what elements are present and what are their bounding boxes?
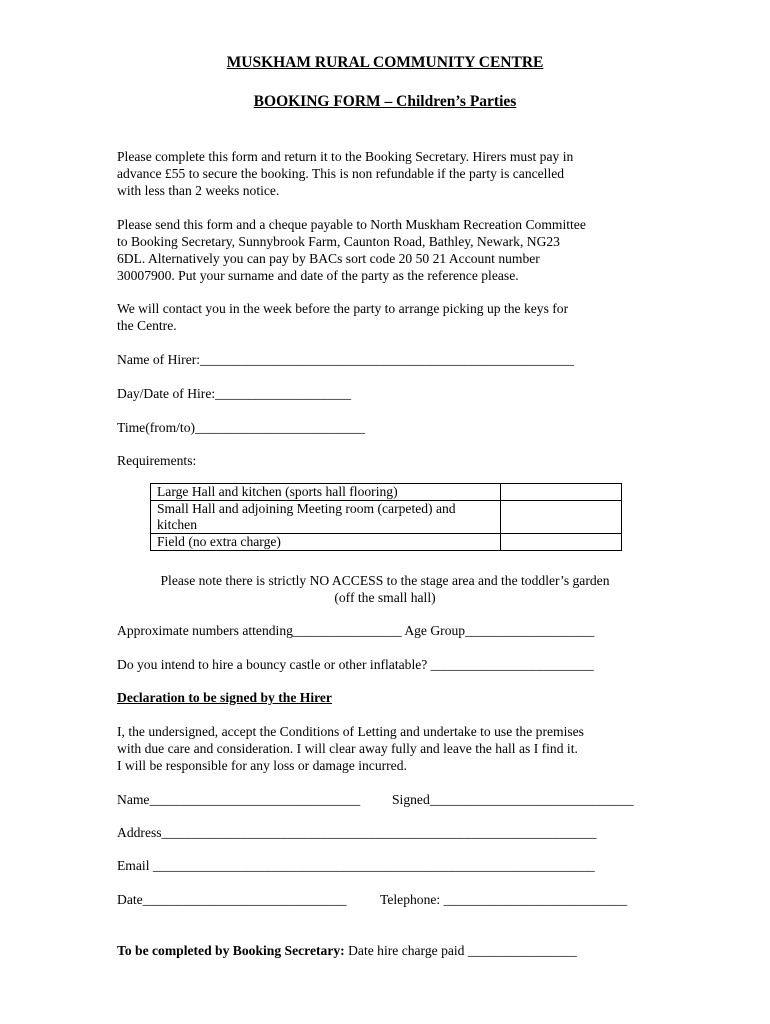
- name-field[interactable]: Name_______________________________: [117, 792, 361, 807]
- requirement-check[interactable]: [501, 501, 622, 534]
- intro-p2-line3: 6DL. Alternatively you can pay by BACs sort code 20 50 21 Account number: [117, 251, 540, 266]
- requirement-label: Field (no extra charge): [151, 534, 501, 551]
- intro-p2-line4: 30007900. Put your surname and date of the party as the reference please.: [117, 268, 519, 283]
- email-field[interactable]: Email _________________________________________________________________: [117, 858, 595, 873]
- signed-field[interactable]: Signed______________________________: [392, 792, 634, 807]
- date-field[interactable]: Date______________________________: [117, 892, 347, 907]
- date-hire-charge-paid-field[interactable]: Date hire charge paid ________________: [344, 943, 577, 958]
- day-date-field[interactable]: Day/Date of Hire:____________________: [117, 386, 352, 401]
- intro-p1-line1: Please complete this form and return it to the Booking Secretary. Hirers must pay in: [117, 149, 574, 164]
- requirement-label: Small Hall and adjoining Meeting room (carpeted) and kitchen: [151, 501, 501, 534]
- requirement-check[interactable]: [501, 534, 622, 551]
- table-row: [151, 501, 622, 534]
- intro-p1-line3: with less than 2 weeks notice.: [117, 183, 280, 198]
- notice-line2: (off the small hall): [334, 590, 436, 605]
- time-field[interactable]: Time(from/to)_________________________: [117, 420, 365, 435]
- booking-secretary-label: To be completed by Booking Secretary:: [117, 943, 345, 958]
- intro-p2-line2: to Booking Secretary, Sunnybrook Farm, Caunton Road, Bathley, Newark, NG23: [117, 234, 560, 249]
- bouncy-castle-field[interactable]: Do you intend to hire a bouncy castle or other inflatable? ________________________: [117, 657, 594, 672]
- table-row: [151, 534, 622, 551]
- table-row: [151, 484, 622, 501]
- notice-line1: Please note there is strictly NO ACCESS to the stage area and the toddler’s garden: [160, 573, 610, 588]
- intro-p3-line1: We will contact you in the week before the party to arrange picking up the keys for: [117, 301, 569, 316]
- intro-p2-line1: Please send this form and a cheque payable to North Muskham Recreation Committee: [117, 217, 586, 232]
- form-title: MUSKHAM RURAL COMMUNITY CENTRE: [226, 54, 544, 71]
- requirement-check[interactable]: [501, 484, 622, 501]
- name-of-hirer-field[interactable]: Name of Hirer:_______________________________________________________: [117, 352, 574, 367]
- intro-p1-line2: advance £55 to secure the booking. This is non refundable if the party is cancelled: [117, 166, 565, 181]
- declaration-line2: with due care and consideration. I will clear away fully and leave the hall as I find it.: [117, 741, 578, 756]
- form-subtitle: BOOKING FORM – Children’s Parties: [253, 93, 517, 110]
- requirements-table: [150, 483, 622, 551]
- booking-secretary-section: [117, 942, 577, 959]
- telephone-field[interactable]: Telephone: ___________________________: [380, 892, 628, 907]
- intro-p3-line2: the Centre.: [117, 318, 177, 333]
- approx-numbers-field[interactable]: Approximate numbers attending________________ Age Group___________________: [117, 623, 595, 638]
- address-field[interactable]: Address________________________________________________________________: [117, 825, 597, 840]
- requirement-label: Large Hall and kitchen (sports hall flooring): [151, 484, 501, 501]
- declaration-heading: Declaration to be signed by the Hirer: [117, 690, 332, 705]
- declaration-line1: I, the undersigned, accept the Conditions of Letting and undertake to use the premises: [117, 724, 584, 739]
- requirements-label: Requirements:: [117, 453, 197, 468]
- declaration-line3: I will be responsible for any loss or damage incurred.: [117, 758, 407, 773]
